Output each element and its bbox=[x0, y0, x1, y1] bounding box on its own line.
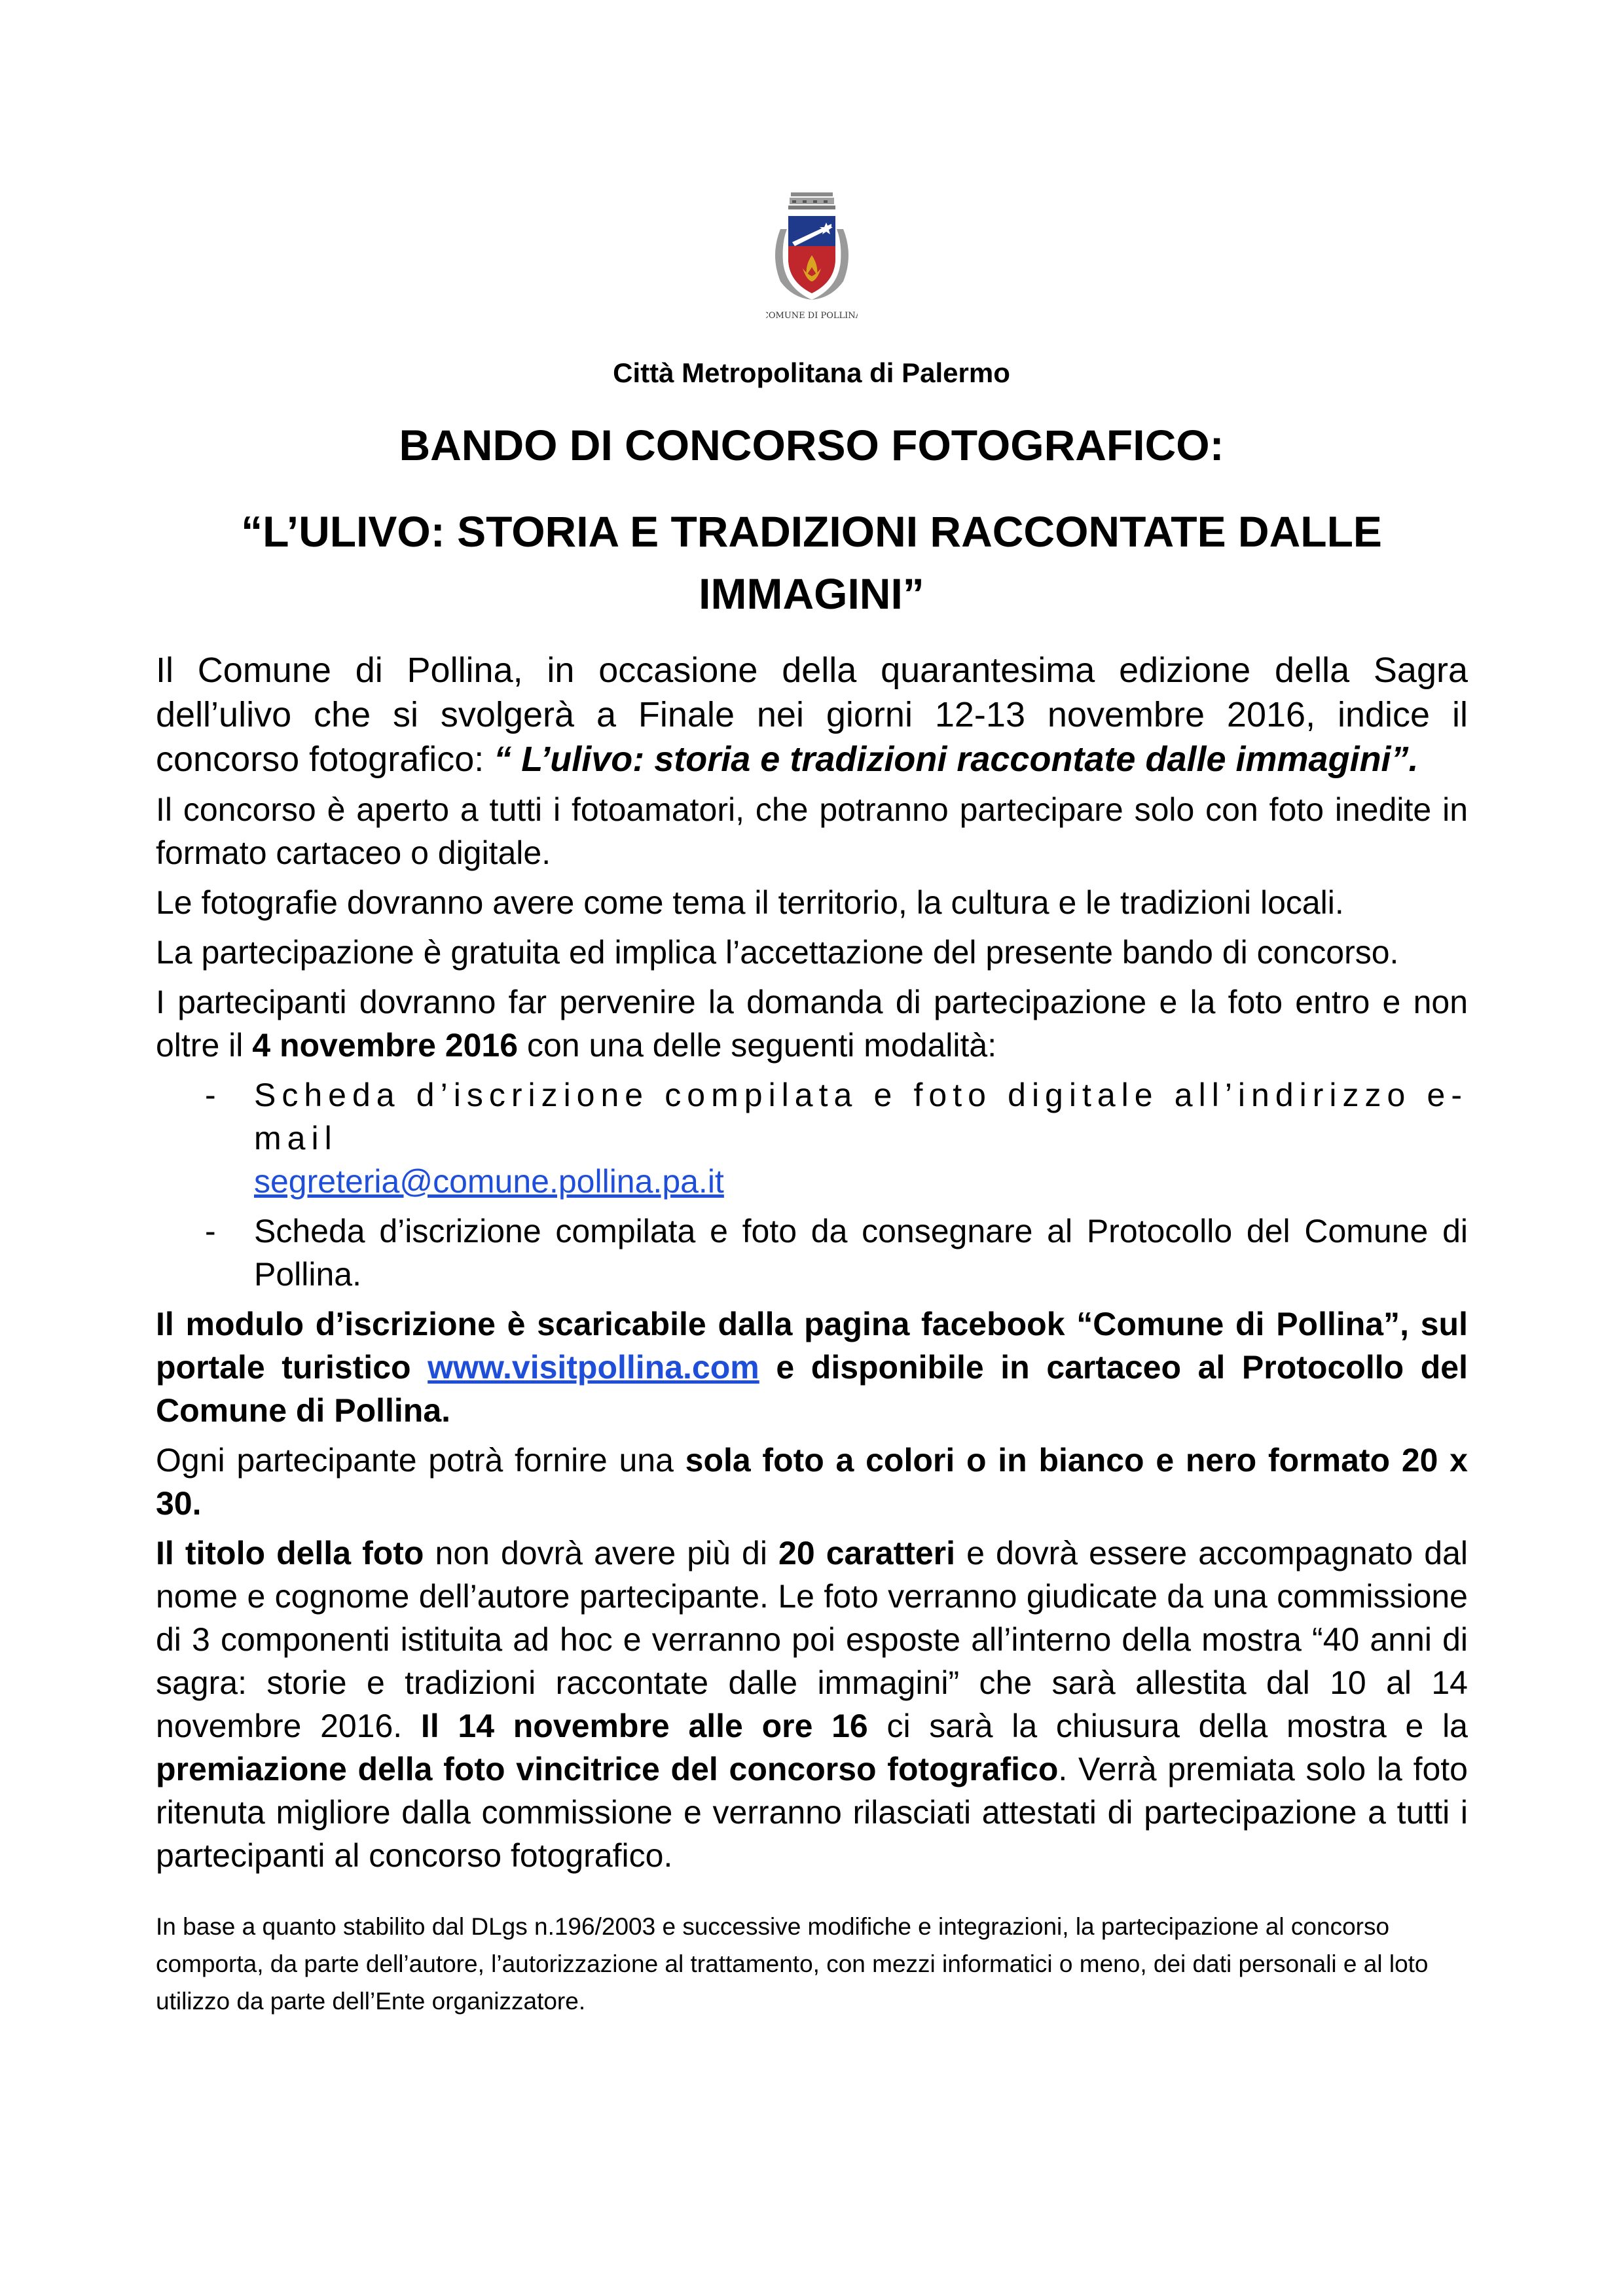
email-method-text: Scheda d’iscrizione compilata e foto digitale all’indirizzo e-mail bbox=[254, 1077, 1468, 1157]
document-subtitle: “L’ULIVO: STORIA E TRADIZIONI RACCONTATE DALLE IMMAGINI” bbox=[241, 507, 1382, 618]
contest-name: “ L’ulivo: storia e tradizioni raccontate dalle immagini”. bbox=[494, 740, 1419, 779]
intro-text: Il Comune di Pollina, in occasione della quarantesima edizione della Sagra dell’ulivo che si svolgerà a Finale nei giorni 12-13 novembre 2016, indice il concorso fotografico: bbox=[156, 651, 1468, 779]
protocol-method-text: Scheda d’iscrizione compilata e foto da consegnare al Protocollo del Comune di Pollina. bbox=[254, 1213, 1468, 1293]
photo-format-text: Ogni partecipante potrà fornire una bbox=[156, 1442, 685, 1479]
list-item bbox=[156, 1073, 1468, 1203]
deadline-text-end: con una delle seguenti modalità: bbox=[518, 1027, 997, 1064]
document-title: BANDO DI CONCORSO FOTOGRAFICO: bbox=[399, 421, 1224, 469]
crest-caption: COMUNE DI POLLINA bbox=[766, 311, 858, 321]
theme-paragraph: Le fotografie dovranno avere come tema il territorio, la cultura e le tradizioni locali. bbox=[156, 884, 1344, 921]
char-limit-bold: 20 caratteri bbox=[778, 1535, 956, 1571]
award-text: . Verrà premiata solo la foto ritenuta migliore dalla commissione e verranno rilasciati attestati di partecipazione a tutti i partecipanti al concorso fotografico. bbox=[156, 1751, 1468, 1874]
exhibition-text: e dovrà essere accompagnato dal nome e cognome dell’autore partecipante. Le foto verranno giudicate da una commissione di 3 componenti istituita ad hoc e verranno poi esposte all’interno della mostra “40 anni di sagra: storie e tradizioni raccontate dalle immagini” che sarà allestita dal 10 al 14 novembre 2016. bbox=[156, 1535, 1468, 1744]
privacy-footer: In base a quanto stabilito dal DLgs n.196/2003 e successive modifiche e integrazioni, la partecipazione al concorso comporta, da parte dell’autore, l’autorizzazione al trattamento, con mezzi informatici o meno, dei dati personali e al loto utilizzo da parte dell’Ente organizzatore. bbox=[156, 1913, 1429, 2015]
intro-paragraph bbox=[156, 648, 1468, 781]
deadline-text: I partecipanti dovranno far pervenire la domanda di partecipazione e la foto entro e non oltre il bbox=[156, 984, 1468, 1064]
crest-icon bbox=[766, 190, 858, 321]
deadline-paragraph bbox=[156, 980, 1468, 1067]
closing-date-bold: Il 14 novembre alle ore 16 bbox=[420, 1708, 868, 1744]
email-link[interactable]: segreteria@comune.pollina.pa.it bbox=[254, 1163, 724, 1200]
form-download-text: Il modulo d’iscrizione è scaricabile dalla pagina facebook “Comune di Pollina”, sul portale turistico bbox=[156, 1306, 1468, 1386]
website-link[interactable]: www.visitpollina.com bbox=[428, 1349, 759, 1386]
eligibility-paragraph: Il concorso è aperto a tutti i fotoamatori, che potranno partecipare solo con foto inedite in formato cartaceo o digitale. bbox=[156, 791, 1468, 871]
form-download-paragraph bbox=[156, 1302, 1468, 1432]
closing-text: ci sarà la chiusura della mostra e la bbox=[867, 1708, 1468, 1744]
list-dash: - bbox=[205, 1077, 216, 1113]
municipal-crest-logo bbox=[766, 190, 858, 321]
photo-title-paragraph bbox=[156, 1532, 1468, 1877]
photo-title-text: non dovrà avere più di bbox=[424, 1535, 779, 1571]
deadline-date: 4 novembre 2016 bbox=[252, 1027, 519, 1064]
photo-title-bold: Il titolo della foto bbox=[156, 1535, 424, 1571]
submission-methods-list bbox=[156, 1073, 1468, 1296]
list-item bbox=[156, 1210, 1468, 1296]
free-participation-paragraph: La partecipazione è gratuita ed implica l’accettazione del presente bando di concorso. bbox=[156, 934, 1399, 971]
photo-format-paragraph bbox=[156, 1439, 1468, 1525]
document-body bbox=[156, 648, 1468, 1884]
award-bold: premiazione della foto vincitrice del concorso fotografico bbox=[156, 1751, 1059, 1787]
photo-format-bold: sola foto a colori o in bianco e nero formato 20 x 30. bbox=[156, 1442, 1468, 1522]
form-download-text-end: e disponibile in cartaceo al Protocollo del Comune di Pollina. bbox=[156, 1349, 1468, 1429]
list-dash: - bbox=[205, 1213, 216, 1249]
authority-heading: Città Metropolitana di Palermo bbox=[613, 357, 1010, 388]
